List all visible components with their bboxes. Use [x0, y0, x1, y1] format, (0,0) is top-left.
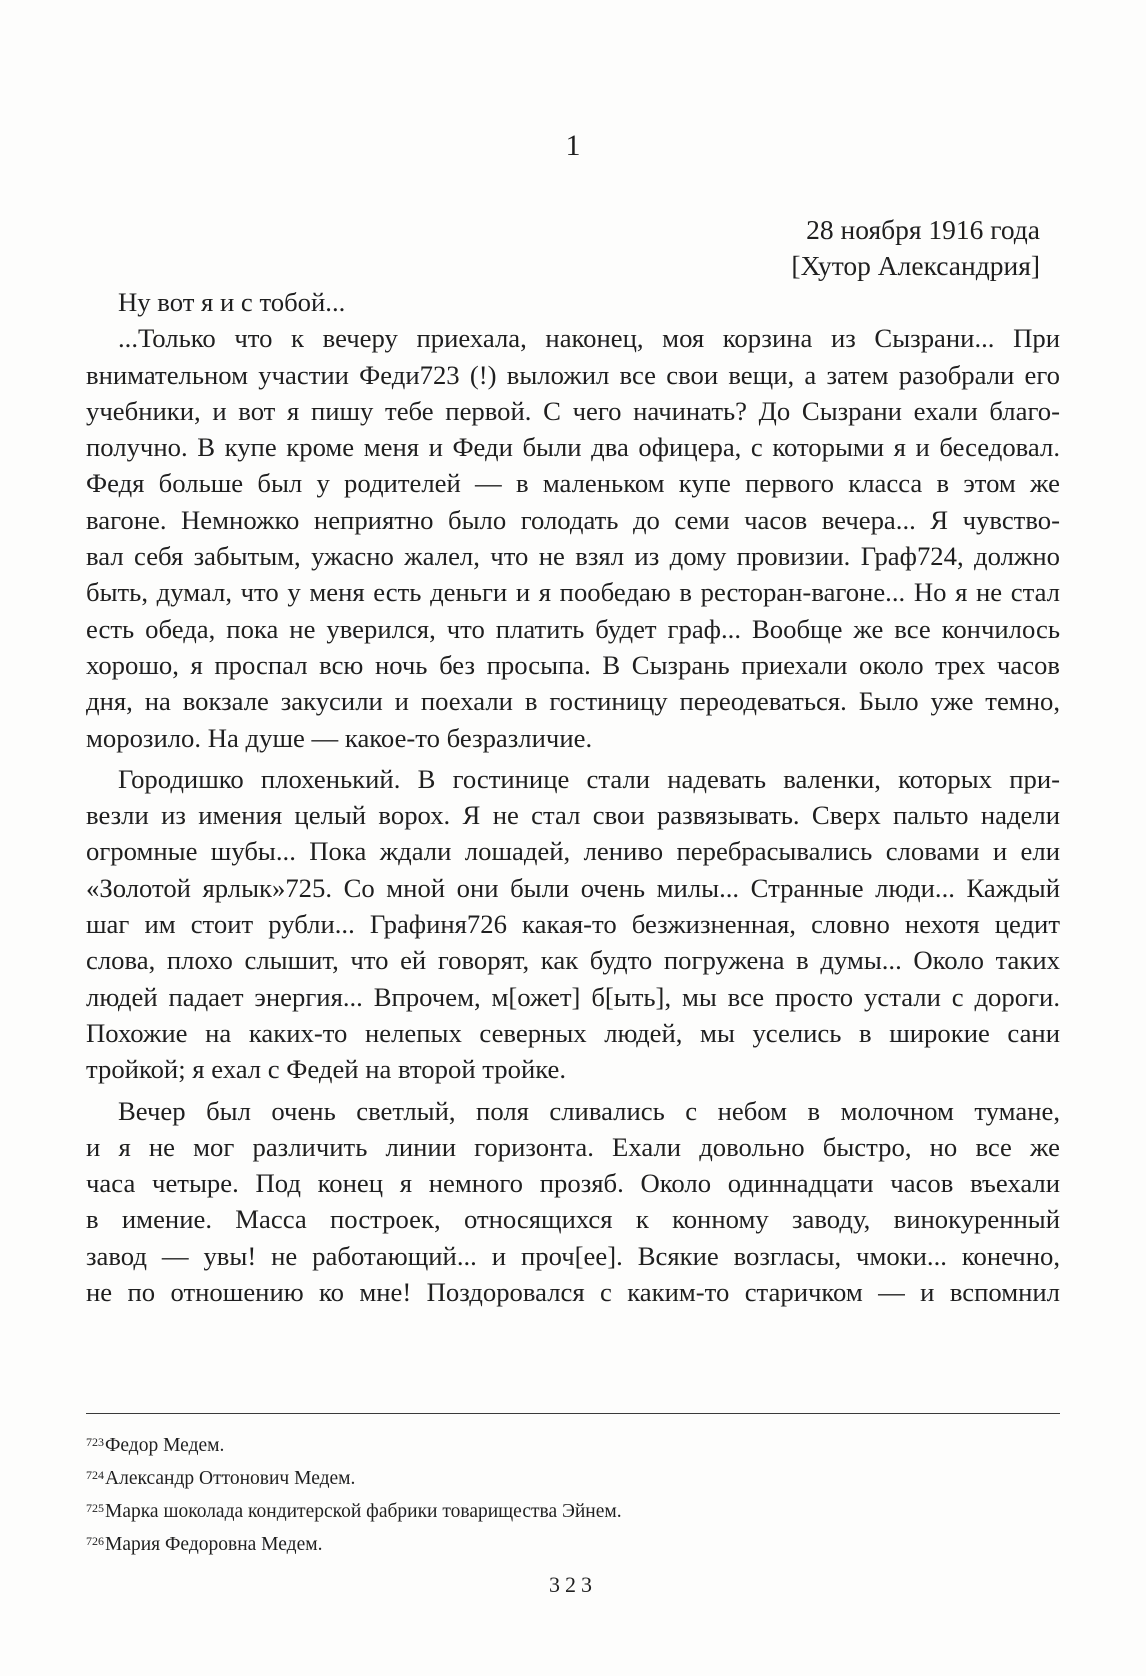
- footnote-text: Мария Федоровна Медем.: [105, 1534, 323, 1555]
- body-line: не по отношению ко мне! Поздоровался с каким-то старичком — и вспомнил: [86, 1277, 1060, 1308]
- body-line: тройкой; я ехал с Федей на второй тройке.: [86, 1054, 567, 1085]
- body-line: быть, думал, что у меня есть деньги и я пообедаю в ресторан-вагоне... Но я не стал: [86, 577, 1060, 608]
- letter-body: [86, 284, 1060, 1310]
- letter-header: [791, 212, 1040, 284]
- body-line: часа четыре. Под конец я немного прозяб. Около одиннадцати часов въехали: [86, 1168, 1060, 1199]
- body-line: Федя больше был у родителей — в маленьком купе первого класса в этом же: [86, 468, 1060, 499]
- footnote-text: Федор Медем.: [105, 1435, 225, 1456]
- body-line: и я не мог различить линии горизонта. Ехали довольно быстро, но все же: [86, 1131, 1060, 1162]
- footnote-number: 723: [86, 1435, 104, 1449]
- body-line: хорошо, я проспал всю ночь без просыпа. В Сызрань приехали около трех часов: [86, 649, 1060, 680]
- footnote-text: Александр Оттонович Медем.: [105, 1468, 356, 1489]
- body-line: «Золотой ярлык»725. Со мной они были очень милы... Странные люди... Каждый: [86, 872, 1060, 903]
- body-line: вагоне. Немножко неприятно было голодать до семи часов вечера... Я чувство-: [86, 504, 1060, 535]
- body-line: есть обеда, пока не уверился, что платить будет граф... Вообще же все кончилось: [86, 613, 1060, 644]
- body-line: слова, плохо слышит, что ей говорят, как будто погружена в думы... Около таких: [86, 945, 1060, 976]
- body-line: людей падает энергия... Впрочем, м[ожет] б[ыть], мы все просто устали с дороги.: [86, 981, 1060, 1012]
- body-line: огромные шубы... Пока ждали лошадей, лениво перебрасывались словами и ели: [86, 836, 1060, 867]
- letter-date: 28 ноября 1916 года: [806, 214, 1040, 245]
- body-line: получно. В купе кроме меня и Феди были два офицера, с которыми я и беседовал.: [86, 432, 1060, 463]
- body-line: Похожие на каких-то нелепых северных людей, мы уселись в широкие сани: [86, 1017, 1060, 1048]
- body-line: внимательном участии Феди723 (!) выложил все свои вещи, а затем разобрали его: [86, 359, 1060, 390]
- footnote-text: Марка шоколада кондитерской фабрики товарищества Эйнем.: [105, 1501, 622, 1522]
- footnote: [86, 1495, 1060, 1528]
- footnote-number: 724: [86, 1468, 104, 1482]
- body-line: дня, на вокзале закусили и поехали в гостиницу переодеваться. Было уже темно,: [86, 686, 1060, 717]
- body-line: везли из имения целый ворох. Я не стал свои развязывать. Сверх пальто надели: [86, 800, 1060, 831]
- footnote: [86, 1429, 1060, 1462]
- page-number: 323: [549, 1572, 597, 1597]
- footnote: [86, 1528, 1060, 1561]
- body-line: Городишко плохенький. В гостинице стали надевать валенки, которых при-: [118, 763, 1060, 794]
- footnote: [86, 1462, 1060, 1495]
- body-line: вал себя забытым, ужасно жалел, что не взял из дому провизии. Граф724, должно: [86, 541, 1060, 572]
- body-line: морозило. На душе — какое-то безразличие.: [86, 722, 593, 753]
- body-line: завод — увы! не работающий... и проч[ее]. Всякие возгласы, чмоки... конечно,: [86, 1240, 1060, 1271]
- chapter-number: 1: [565, 129, 581, 162]
- footnotes: [86, 1429, 1060, 1561]
- body-line: Вечер был очень светлый, поля сливались с небом в молочном тумане,: [118, 1095, 1060, 1126]
- footnote-number: 725: [86, 1501, 104, 1515]
- body-line: Ну вот я и с тобой...: [118, 287, 346, 317]
- body-line: шаг им стоит рубли... Графиня726 какая-то безжизненная, словно нехотя цедит: [86, 909, 1060, 940]
- body-line: учебники, и вот я пишу тебе первой. С чего начинать? До Сызрани ехали благо-: [86, 395, 1060, 426]
- body-line: в имение. Масса построек, относящихся к конному заводу, винокуренный: [86, 1204, 1060, 1235]
- footnote-divider: [86, 1413, 1060, 1414]
- footnote-number: 726: [86, 1534, 104, 1548]
- body-line: ...Только что к вечеру приехала, наконец, моя корзина из Сызрани... При: [118, 323, 1060, 354]
- letter-place: [Хутор Александрия]: [791, 250, 1040, 281]
